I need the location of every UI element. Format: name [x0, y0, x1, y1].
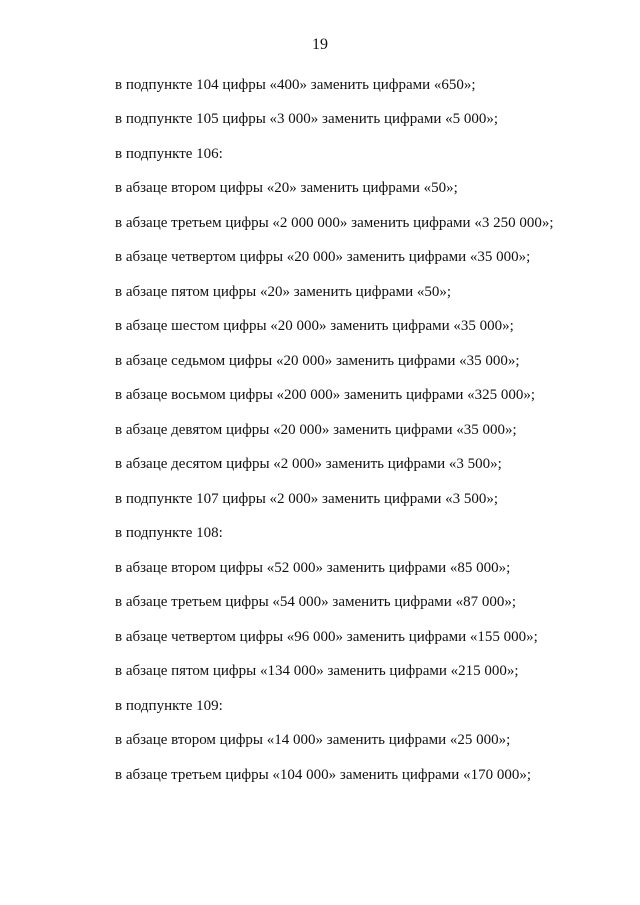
page-number: 19	[312, 36, 328, 53]
text-line: в подпункте 104 цифры «400» заменить цифрами «650»;	[115, 77, 476, 93]
text-line: в абзаце пятом цифры «134 000» заменить цифрами «215 000»;	[115, 663, 519, 679]
text-line: в абзаце четвертом цифры «20 000» заменить цифрами «35 000»;	[115, 249, 531, 265]
text-line: в абзаце третьем цифры «2 000 000» заменить цифрами «3 250 000»;	[115, 215, 554, 231]
text-line: в абзаце седьмом цифры «20 000» заменить цифрами «35 000»;	[115, 353, 520, 369]
text-line: в подпункте 107 цифры «2 000» заменить цифрами «3 500»;	[115, 491, 499, 507]
text-line: в абзаце втором цифры «20» заменить цифрами «50»;	[115, 180, 458, 196]
text-line: в абзаце шестом цифры «20 000» заменить цифрами «35 000»;	[115, 318, 514, 334]
text-line: в абзаце десятом цифры «2 000» заменить цифрами «3 500»;	[115, 456, 502, 472]
text-line: в абзаце втором цифры «14 000» заменить цифрами «25 000»;	[115, 732, 511, 748]
text-line: в абзаце четвертом цифры «96 000» заменить цифрами «155 000»;	[115, 629, 538, 645]
text-line: в абзаце третьем цифры «104 000» заменить цифрами «170 000»;	[115, 767, 531, 783]
text-line: в абзаце восьмом цифры «200 000» заменить цифрами «325 000»;	[115, 387, 536, 403]
text-line: в подпункте 109:	[115, 698, 223, 714]
text-line: в абзаце втором цифры «52 000» заменить цифрами «85 000»;	[115, 560, 511, 576]
text-line: в абзаце пятом цифры «20» заменить цифрами «50»;	[115, 284, 452, 300]
text-line: в подпункте 105 цифры «3 000» заменить цифрами «5 000»;	[115, 111, 499, 127]
text-line: в абзаце девятом цифры «20 000» заменить цифрами «35 000»;	[115, 422, 517, 438]
text-line: в абзаце третьем цифры «54 000» заменить цифрами «87 000»;	[115, 594, 516, 610]
text-line: в подпункте 106:	[115, 146, 223, 162]
text-line: в подпункте 108:	[115, 525, 223, 541]
